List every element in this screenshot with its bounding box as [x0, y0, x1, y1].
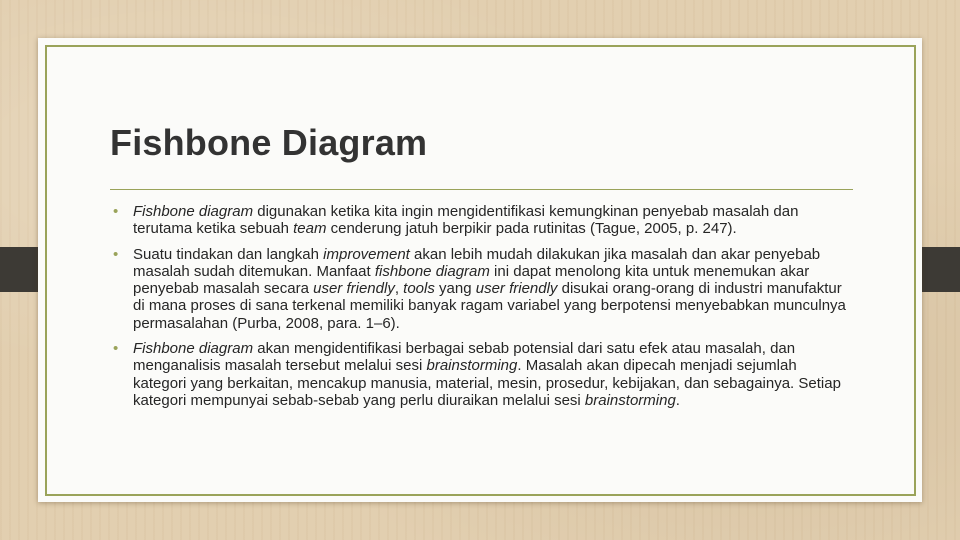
bullet-italic-text: user friendly [313, 280, 395, 298]
bullet-plain-text: ini dapat menolong kita untuk menemukan akar penyebab masalah secara [133, 262, 810, 298]
bullet-item [113, 340, 848, 409]
bullet-italic-text: tools [403, 280, 435, 298]
bullet-plain-text: cenderung jatuh berpikir pada rutinitas (Tague, 2005, p. 247). [326, 220, 737, 238]
bullet-plain-text: , [394, 280, 404, 298]
slide-card [38, 38, 922, 502]
bullet-item [113, 203, 848, 238]
bullet-item [113, 246, 848, 332]
bullet-plain-text: Suatu tindakan dan langkah [133, 245, 324, 263]
bullet-italic-text: Fishbone diagram [133, 340, 254, 358]
bullet-plain-text: digunakan ketika kita ingin mengidentifikasi kemungkinan penyebab masalah dan terutama ketika sebuah [133, 203, 799, 238]
bullet-italic-text: fishbone diagram [374, 262, 490, 280]
bullet-text [133, 246, 846, 332]
title-divider [110, 189, 853, 190]
bullet-text [133, 340, 841, 409]
bullet-icon: • [113, 245, 119, 263]
bullet-plain-text: disukai orang-orang di industri manufaktur di mana proses di sana terkenal memiliki banyak ragam variabel yang berpotensi menyebabkan munculnya permasalahan (Purba, 2008, para. 1–6). [133, 280, 846, 332]
bullet-text [133, 203, 798, 237]
bullet-list [113, 203, 848, 417]
bullet-plain-text: . Masalah akan dipecah menjadi sejumlah kategori yang berkaitan, mencakup manusia, material, mesin, prosedur, kebijakan, dan sebagainya. Setiap kategori mempunyai sebab-sebab yang perlu diuraikan melalui sesi [133, 357, 841, 409]
bullet-italic-text: improvement [323, 245, 410, 263]
bullet-plain-text: yang [434, 280, 476, 298]
bullet-italic-text: Fishbone diagram [133, 203, 254, 220]
bullet-icon: • [113, 203, 119, 220]
bullet-plain-text: . [675, 391, 680, 409]
bullet-italic-text: brainstorming [426, 357, 518, 375]
bullet-plain-text: akan lebih mudah dilakukan jika masalah dan akar penyebab masalah sudah ditemukan. Manfaat [133, 245, 821, 280]
slide-title: Fishbone Diagram [110, 122, 428, 163]
bullet-icon: • [113, 340, 119, 358]
bullet-plain-text: akan mengidentifikasi berbagai sebab potensial dari satu efek atau masalah, dan menganalisis masalah tersebut melalui sesi [133, 340, 796, 375]
bullet-italic-text: team [293, 220, 327, 238]
bullet-italic-text: user friendly [475, 280, 562, 298]
bullet-italic-text: brainstorming [584, 391, 676, 409]
